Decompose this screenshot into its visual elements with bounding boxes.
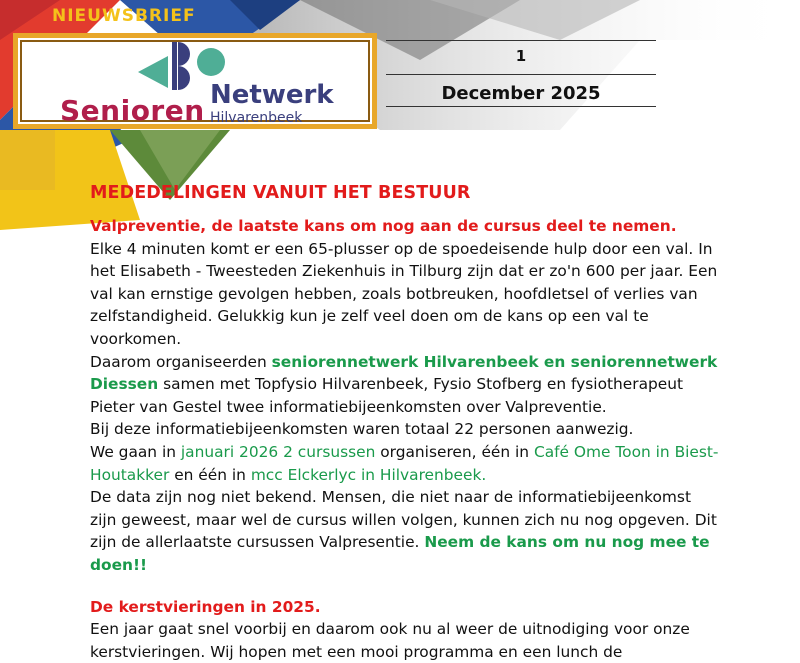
text-run: Daarom organiseerden [90, 352, 272, 371]
article-paragraph [90, 486, 720, 576]
article-paragraph [90, 441, 720, 486]
article-heading-valpreventie: Valpreventie, de laatste kans om nog aan de cursus deel te nemen. [90, 217, 677, 235]
article-paragraph: Bij deze informatiebijeenkomsten waren totaal 22 personen aanwezig. [90, 420, 634, 439]
article-paragraph: Een jaar gaat snel voorbij en daarom ook nu al weer de uitnodiging voor onze kerstvieringen. Wij hopen met een mooi programma en een lunch de [90, 620, 690, 661]
logo-word-senioren: Senioren [60, 94, 205, 127]
logo [13, 33, 377, 129]
newsletter-label: NIEUWSBRIEF [52, 6, 196, 26]
highlight-location: Café Ome Toon in Biest-Houtakker [90, 442, 719, 484]
text-run: en één in [169, 465, 251, 484]
issue-date: December 2025 [441, 83, 601, 104]
article-paragraph: Elke 4 minuten komt er een 65-plusser op de spoedeisende hulp door een val. In het Elisabeth - Tweesteden Ziekenhuis in Tilburg zijn dat er zo'n 600 per jaar. Een val kan ernstige gevolgen hebben, zoals botbreuken, hoofdletsel of verlies van zelfstandigheid. Gelukkig kun je zelf veel doen om de kans op een val te voorkomen. [90, 239, 718, 348]
text-run: organiseren, één in [375, 442, 534, 461]
article-paragraph [90, 351, 720, 419]
highlight-date: januari 2026 2 cursussen [180, 442, 376, 461]
issue-top-rule [386, 40, 656, 41]
issue-number: 1 [515, 47, 527, 65]
highlight-location: mcc Elckerlyc in Hilvarenbeek. [250, 465, 487, 484]
issue-mid-rule [386, 74, 656, 75]
logo-word-netwerk: Netwerk [210, 80, 334, 110]
text-run: We gaan in [90, 442, 181, 461]
newsletter-content [90, 181, 720, 663]
article-heading-kerst: De kerstvieringen in 2025. [90, 597, 321, 616]
highlight-call-to-action: Neem de kans om nu nog mee te doen!! [90, 533, 710, 574]
section-title: MEDEDELINGEN VANUIT HET BESTUUR [90, 183, 471, 203]
spacer [90, 577, 720, 596]
highlight-organisations: seniorennetwerk Hilvarenbeek en seniorennetwerk Diessen [90, 352, 718, 394]
logo-subtitle: Hilvarenbeek [210, 110, 303, 126]
text-run: De data zijn nog niet bekend. Mensen, die niet naar de informatiebijeenkomst zijn geweest, maar wel de cursus willen volgen, kunnen zich nu nog opgeven. Dit zijn de allerlaatste cursussen Valpresentie. [90, 488, 717, 552]
text-run: samen met Topfysio Hilvarenbeek, Fysio Stofberg en fysiotherapeut Pieter van Gestel twee informatiebijeenkomsten over Valpreventie. [90, 375, 684, 416]
issue-bottom-rule [386, 106, 656, 107]
